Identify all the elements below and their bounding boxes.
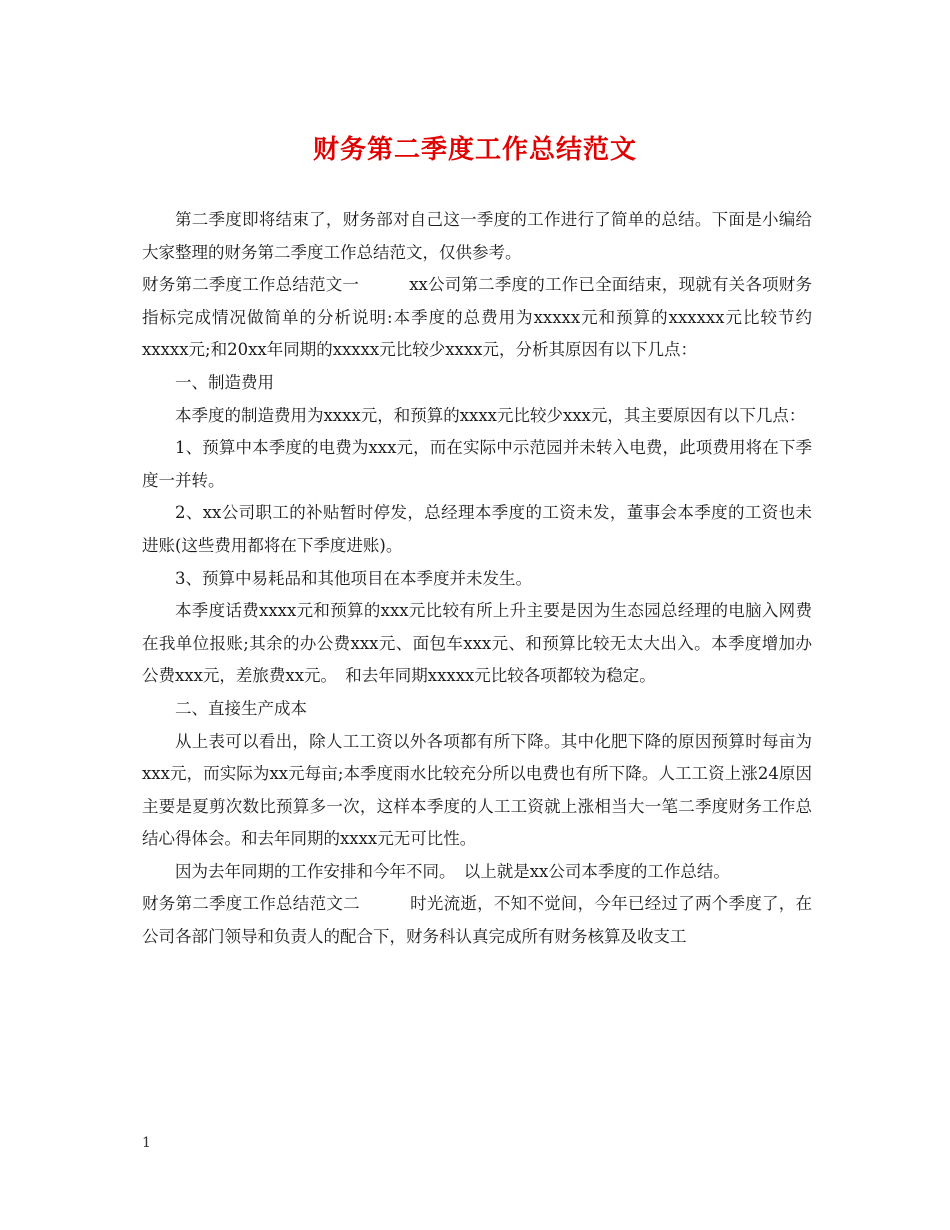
paragraph-sample-one-opening: 财务第二季度工作总结范文一 xx公司第二季度的工作已全面结束，现就有关各项财务指标完成情况做简单的分析说明:本季度的总费用为xxxxx元和预算的xxxxxx元比较节约xxxxx元;和20xx年同期的xxxxx元比较少xxxx元，分析其原因有以下几点： [142, 275, 812, 360]
paragraph-summary: 因为去年同期的工作安排和今年不同。 以上就是xx公司本季度的工作总结。 [175, 861, 730, 881]
list-item-3: 3、预算中易耗品和其他项目在本季度并未发生。 [175, 568, 532, 588]
document-title: 财务第二季度工作总结范文 [312, 135, 637, 165]
paragraph-phone-expenses: 本季度话费xxxx元和预算的xxx元比较有所上升主要是因为生态园总经理的电脑入网费在我单位报账;其余的办公费xxx元、面包车xxx元、和预算比较无太大出入。本季度增加办公费xxx元，差旅费xx元。 和去年同期xxxxx元比较各项都较为稳定。 [142, 601, 812, 686]
paragraph-manufacturing-cost: 本季度的制造费用为xxxx元，和预算的xxxx元比较少xxx元，其主要原因有以下几点： [175, 405, 806, 425]
list-item-1: 1、预算中本季度的电费为xxx元，而在实际中示范园并未转入电费，此项费用将在下季度一并转。 [142, 438, 812, 490]
paragraph-intro: 第二季度即将结束了，财务部对自己这一季度的工作进行了简单的总结。下面是小编给大家整理的财务第二季度工作总结范文，仅供参考。 [142, 210, 812, 262]
paragraph-direct-production-cost: 从上表可以看出，除人工工资以外各项都有所下降。其中化肥下降的原因预算时每亩为xxx元，而实际为xx元每亩;本季度雨水比较充分所以电费也有所下降。人工工资上涨24原因主要是夏剪次数比预算多一次，这样本季度的人工工资就上涨相当大一笔二季度财务工作总结心得体会。和去年同期的xxxx元无可比性。 [142, 731, 812, 849]
document-body [142, 204, 812, 954]
section-heading-direct-production-cost: 二、直接生产成本 [175, 698, 307, 718]
section-heading-manufacturing-cost: 一、制造费用 [175, 372, 274, 392]
page-number: 1 [142, 1135, 151, 1151]
list-item-2: 2、xx公司职工的补贴暂时停发，总经理本季度的工资未发，董事会本季度的工资也未进账(这些费用都将在下季度进账)。 [142, 503, 812, 555]
paragraph-sample-two-opening: 财务第二季度工作总结范文二 时光流逝，不知不觉间，今年已经过了两个季度了，在公司各部门领导和负责人的配合下，财务科认真完成所有财务核算及收支工 [142, 894, 812, 947]
